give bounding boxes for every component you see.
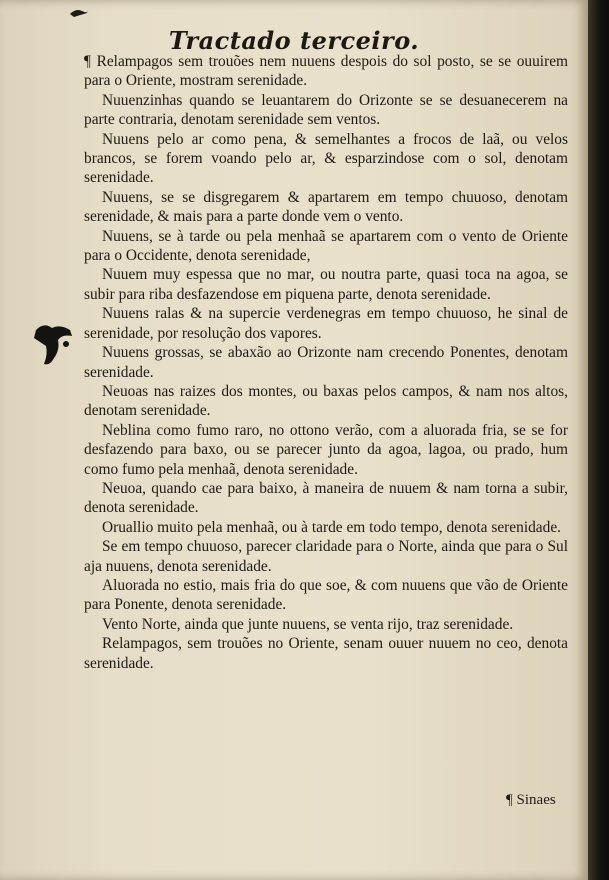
paragraph-mark: ¶	[506, 792, 517, 808]
paragraph-mark: ¶	[84, 53, 97, 70]
paragraph: Neuoas nas raizes dos montes, ou baxas pelos campos, & nam nos altos, denotam serenidade.	[84, 382, 568, 420]
paragraph: Nuuens, se à tarde ou pela menhaã se apartarem com o vento de Oriente para o Occidente, denota serenidade,	[84, 227, 568, 265]
body-text	[84, 52, 568, 673]
binding-edge	[588, 0, 609, 880]
paragraph: Nuuens grossas, se abaxão ao Orizonte nam crecendo Ponentes, denotam serenidade.	[84, 344, 568, 381]
paragraph: Oruallio muito pela menhaã, ou à tarde em todo tempo, denota serenidade.	[102, 518, 561, 536]
paragraph: Neuoa, quando cae para baixo, à maneira de nuuem & nam torna a subir, denota serenidade.	[84, 479, 568, 517]
ink-blot	[30, 320, 76, 368]
paragraph: Nuuens, se se disgregarem & apartarem em tempo chuuoso, denotam serenidade, & mais para a parte donde vem o vento.	[84, 188, 568, 226]
paragraph: Neblina como fumo raro, no ottono verão, com a aluorada fria, se se for desfazendo para baxo, ou se parecer junto da agoa, lagoa, ou prado, hum como fumo pela menhaã, denota serenidade.	[84, 421, 568, 478]
running-title: Tractado terceiro.	[168, 26, 420, 55]
paragraph: Nuuem muy espessa que no mar, ou noutra parte, quasi toca na agoa, se subir para riba desfazendose em piquena parte, denota serenidade.	[84, 266, 568, 303]
catchword: ¶ Sinaes	[506, 792, 556, 808]
paragraph: Nuuens ralas & na supercie verdenegras em tempo chuuoso, he sinal de serenidade, por resolução dos vapores.	[84, 305, 568, 342]
paragraph: Vento Norte, ainda que junte nuuens, se venta rijo, traz serenidade.	[102, 615, 514, 633]
paragraph: Se em tempo chuuoso, parecer claridade para o Norte, ainda que para o Sul aja nuuens, denota serenidade.	[84, 538, 568, 575]
paragraph: Nuuenzinhas quando se leuantarem do Orizonte se se desuanecerem na parte contraria, denotam serenidade sem ventos.	[84, 91, 568, 129]
paragraph: Relampagos, sem trouões no Oriente, senam ouuer nuuem no ceo, denota serenidade.	[84, 635, 568, 672]
paragraph: Aluorada no estio, mais fria do que soe, & com nuuens que vão de Oriente para Ponente, denota serenidade.	[84, 576, 568, 614]
paragraph: ¶ Relampagos sem trouões nem nuuens despois do sol posto, se se ouuirem para o Oriente, mostram serenidade.	[84, 53, 568, 90]
paragraph: Nuuens pelo ar como pena, & semelhantes a frocos de laã, ou velos brancos, se forem voando pelo ar, & esparzindose com o sol, denotam serenidade.	[84, 130, 568, 187]
ink-stain-top	[68, 6, 90, 18]
